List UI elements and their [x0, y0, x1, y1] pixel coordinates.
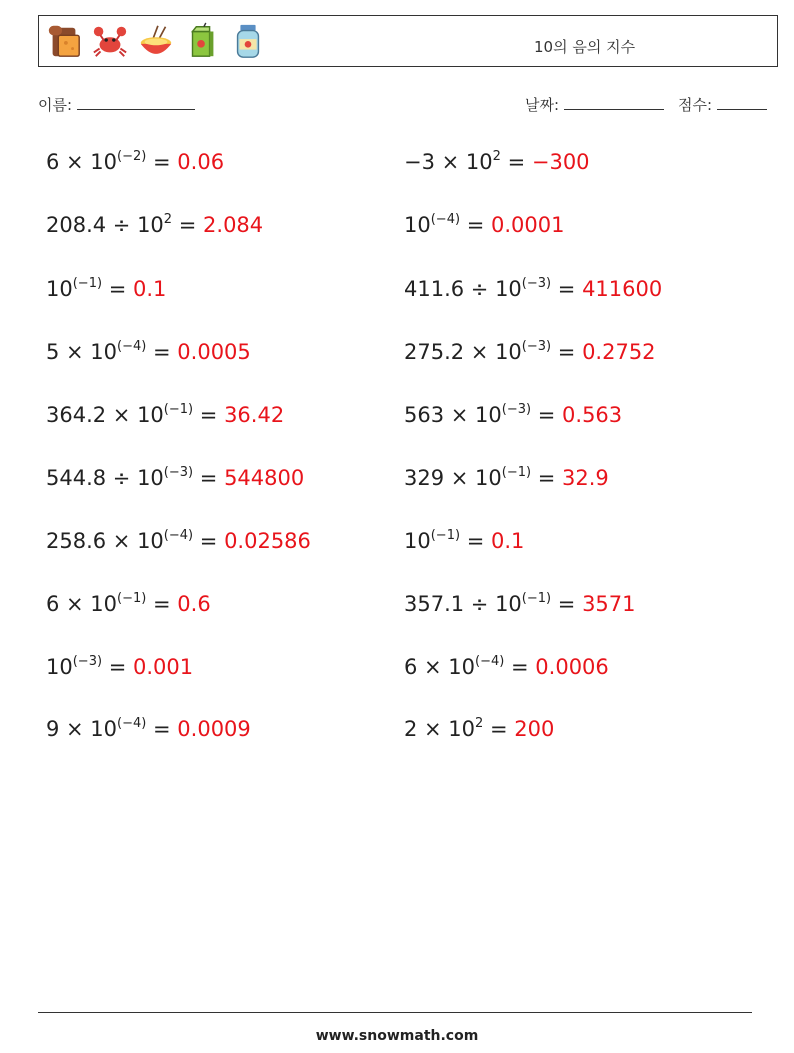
date-field	[525, 94, 664, 115]
problem-item: $329 \times 10^{(-1)} = 32.9$	[404, 465, 609, 490]
score-blank	[717, 95, 767, 110]
problem-item: $275.2 \times 10^{(-3)} = 0.2752$	[404, 339, 656, 364]
answer: 0.0005	[177, 340, 251, 364]
name-blank	[77, 95, 195, 110]
problem-item: $411.6 \div 10^{(-3)} = 411600$	[404, 276, 663, 301]
date-blank	[564, 95, 664, 110]
crab-icon	[91, 22, 129, 60]
problem-item: $208.4 \div 10^2 = 2.084$	[46, 212, 264, 237]
problem-item: $6 \times 10^{(-1)} = 0.6$	[46, 591, 211, 616]
answer: 0.563	[562, 403, 623, 427]
problem-item: $10^{(-1)} = 0.1$	[404, 528, 525, 553]
answer: 200	[514, 717, 555, 741]
problem-item: $10^{(-3)} = 0.001$	[46, 654, 194, 679]
problem-item: $258.6 \times 10^{(-4)} = 0.02586$	[46, 528, 311, 553]
footer-divider	[38, 1012, 752, 1013]
answer: 0.1	[133, 277, 167, 301]
answer: 0.02586	[224, 529, 311, 553]
answer: 0.2752	[582, 340, 656, 364]
answer: 0.06	[177, 150, 225, 174]
name-field	[38, 94, 195, 115]
problem-item: $544.8 \div 10^{(-3)} = 544800$	[46, 465, 305, 490]
problem-item: $2 \times 10^2 = 200$	[404, 716, 555, 741]
problem-item: $10^{(-1)} = 0.1$	[46, 276, 167, 301]
problem-item: $10^{(-4)} = 0.0001$	[404, 212, 565, 237]
answer: 544800	[224, 466, 305, 490]
answer: 411600	[582, 277, 663, 301]
answer: −300	[531, 150, 590, 174]
answer: 0.6	[177, 592, 211, 616]
name-label: 이름:	[38, 96, 73, 114]
answer: 32.9	[562, 466, 609, 490]
worksheet-title: 10의 음의 지수	[534, 38, 636, 56]
score-field	[678, 94, 767, 115]
jam-jar-icon	[229, 22, 267, 60]
problem-item: $6 \times 10^{(-2)} = 0.06$	[46, 149, 225, 174]
problem-item: $6 \times 10^{(-4)} = 0.0006$	[404, 654, 609, 679]
date-label: 날짜:	[525, 96, 560, 114]
juice-box-icon	[183, 22, 221, 60]
problem-item: $357.1 \div 10^{(-1)} = 3571$	[404, 591, 636, 616]
answer: 0.0009	[177, 717, 251, 741]
score-label: 점수:	[678, 96, 713, 114]
answer: 36.42	[224, 403, 285, 427]
problem-item: $5 \times 10^{(-4)} = 0.0005$	[46, 339, 251, 364]
problem-item: $-3 \times 10^2 = -300$	[404, 149, 590, 174]
answer: 0.0006	[535, 655, 609, 679]
footer-url[interactable]: www.snowmath.com	[315, 1028, 479, 1044]
answer: 3571	[582, 592, 636, 616]
answer: 0.1	[491, 529, 525, 553]
problem-item: $364.2 \times 10^{(-1)} = 36.42$	[46, 402, 285, 427]
answer: 2.084	[203, 213, 264, 237]
icon-strip	[45, 22, 267, 60]
answer: 0.001	[133, 655, 194, 679]
answer: 0.0001	[491, 213, 565, 237]
toast-icon	[45, 22, 83, 60]
noodle-bowl-icon	[137, 22, 175, 60]
header-box	[38, 15, 778, 67]
problem-item: $9 \times 10^{(-4)} = 0.0009$	[46, 716, 251, 741]
problem-item: $563 \times 10^{(-3)} = 0.563$	[404, 402, 623, 427]
